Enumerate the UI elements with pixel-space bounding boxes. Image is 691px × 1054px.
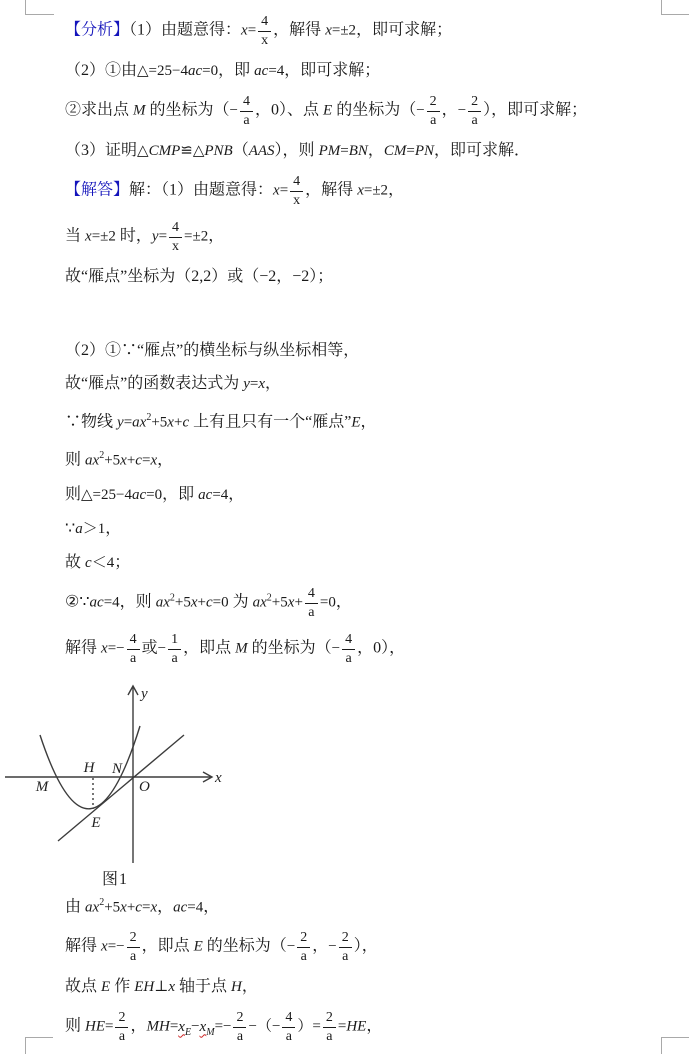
text-run: = [247,22,257,39]
text-run: ， [203,897,220,915]
text-run: ，0）， [357,639,406,657]
text-run: ，即可求解． [434,142,531,159]
text-run: （1）由题意得： [129,21,242,39]
text-run: △=25−4 [137,63,188,79]
text-run: H [231,978,242,995]
text-run: CMP [148,143,181,159]
text-run: x [273,182,280,199]
text-run: 的坐标为（ [145,101,230,119]
text-run: ，解得 [273,21,326,39]
text-run: ， [130,1017,147,1035]
text-run: ac [173,898,188,915]
text-run: MH [146,1018,170,1035]
text-run: x [287,594,295,611]
text-run: 则 [65,1017,86,1035]
answer-part2-line7 [65,552,640,574]
section-label: 【解答】 [65,181,130,199]
text-run: x [167,414,174,431]
text-run: HE [85,1018,106,1035]
text-run: x [85,228,92,245]
text-run: +5 [104,898,121,915]
answer-part2-line12 [65,976,640,998]
text-run: HE [346,1018,367,1035]
text-run: 为 [228,593,253,611]
fraction: $\frac{4}{x}$ [258,14,271,48]
fraction: $\frac{4}{a}$ [127,632,140,666]
text-run: ac [131,486,147,503]
text-run: ， [208,227,225,245]
fraction: $\frac{2}{a}$ [127,930,140,964]
text-run: M [133,102,146,119]
text-run: ， [367,142,384,159]
text-run: − [328,938,337,955]
text-run: +5 [174,594,191,611]
text-run: （2）①∵“雁点”的横坐标与纵坐标相等， [65,342,360,359]
text-run: x [258,376,266,392]
text-run: 上有且只有一个“雁点” [189,413,352,431]
text-run: ，即点 [141,937,194,955]
text-run: 则 [65,451,86,469]
text-run: = [337,1018,347,1035]
text-run: 故“雁点”的函数表达式为 [65,375,244,392]
text-run: 解得 [65,639,102,657]
text-run: 则 [65,485,82,503]
text-run: + [126,898,136,915]
text-run: y [151,228,159,245]
label-point-E: E [91,814,101,831]
label-point-H: H [83,759,95,776]
text-run: ； [114,553,131,571]
subscripted-variable: $x_E$ [178,1018,192,1038]
text-run: x [101,640,108,657]
text-run: 由 [65,897,86,915]
label-x-axis: x [215,769,222,786]
text-run: x [101,938,108,955]
answer-part2-line10 [65,892,640,918]
figure-1 [0,678,245,890]
text-run: 或 [141,639,158,657]
text-run: − [157,640,167,657]
text-run: = [105,1018,114,1035]
text-run: =4 [103,594,120,611]
crop-mark-top-left [25,0,54,15]
fraction: $\frac{4}{a}$ [240,94,253,128]
text-run: x [325,22,332,39]
solution-text-lower [65,892,640,1044]
text-run: c [85,554,92,571]
text-run: △ [137,143,149,159]
text-run: −（− [248,1018,281,1035]
text-run: ∵ [65,519,76,537]
text-run: BN [348,143,368,159]
text-run: ∵物线 [65,413,118,431]
text-run: 的坐标为（ [247,639,332,657]
text-run: AAS [248,143,275,159]
text-run: E [351,414,361,431]
fraction: $\frac{2}{a}$ [297,930,310,964]
crop-mark-bottom-right [661,1037,689,1054]
paragraph-gap [65,299,640,328]
text-run: =±2 [363,182,389,199]
text-run: ，解得 [305,181,358,199]
text-run: +5 [151,414,168,431]
superscript: 2 [169,592,175,603]
text-run: − [229,102,238,119]
text-run: PNB [204,143,233,159]
text-run: =±2 [184,228,209,245]
section-label: 【分析】 [65,21,130,39]
fraction: $\frac{4}{a}$ [282,1010,295,1044]
text-run: a [75,520,83,537]
text-run: =±2 [331,22,357,39]
text-run: = [158,228,168,245]
text-run: E [193,938,203,955]
text-run: + [126,452,136,469]
answer-part2-line2 [65,373,640,395]
text-run: 作 [110,977,135,995]
text-run: （ [232,142,249,159]
text-run: ②∵ [65,593,90,611]
text-run: ax [85,898,100,915]
answer-part2-line13 [65,1010,640,1044]
text-run: =− [214,1018,232,1035]
answer-part1-line1 [65,174,640,208]
fraction: $\frac{2}{a}$ [115,1010,128,1044]
superscript: 2 [146,412,152,423]
text-run: x [120,452,127,469]
text-run: 轴于点 [174,977,231,995]
text-run: 解得 [65,937,102,955]
figure-caption: 图1 [101,870,128,888]
tangent-line [58,735,184,841]
text-run: =±2 [91,228,116,245]
text-run: （2）①由 [65,62,138,79]
answer-part2-line3 [65,407,640,433]
text-run: PM [318,143,341,159]
text-run: y [243,376,250,392]
fraction: $\frac{4}{x}$ [290,174,303,208]
text-run: 故“雁点”坐标为（2,2）或（−2，−2）； [65,268,334,285]
text-run: ，即可求解； [356,21,453,39]
text-run: − [457,102,467,119]
text-run: 故点 [65,977,102,995]
text-run: △ [192,143,205,159]
label-point-M: M [35,778,49,795]
crop-mark-bottom-left [25,1037,53,1054]
text-run: 时， [115,227,152,245]
text-run: y [117,414,124,431]
text-run: ，则 [119,593,156,611]
text-run: = [406,143,415,159]
fraction: $\frac{4}{a}$ [305,586,318,620]
label-point-N: N [111,760,123,777]
text-run: =− [107,938,125,955]
text-run: x [150,452,158,469]
text-run: = [169,1018,179,1035]
fraction: $\frac{4}{a}$ [342,632,355,666]
text-run: = [249,376,259,392]
figure-1-graph [0,678,245,863]
text-run: ， [265,375,282,392]
text-run: ＞1 [82,520,106,537]
text-run: ，0）、点 [255,101,324,119]
text-run: ＜4 [91,554,115,571]
text-run: x [357,182,364,199]
text-run: + [294,594,303,611]
text-run: ax [155,594,170,611]
text-run: c [205,594,213,611]
fraction: $\frac{1}{a}$ [168,632,181,666]
text-run: x [190,594,198,611]
text-run: x [168,978,175,995]
analysis-step-2b [65,94,640,128]
answer-part2-line5 [65,484,640,506]
text-run: ax [252,594,267,611]
text-run: ）， [353,937,378,955]
text-run: ， [157,897,174,915]
text-run: EH [134,978,155,995]
text-run: ， [441,101,458,119]
text-run: ， [105,519,122,537]
text-run: =0 [212,594,229,611]
answer-part2-line9 [65,632,640,666]
label-origin-O: O [139,778,150,795]
fraction: $\frac{2}{a}$ [233,1010,246,1044]
text-run: c [135,452,142,469]
text-run: 的坐标为（ [332,101,417,119]
text-run: 当 [65,227,86,245]
subscripted-variable: $x_M$ [199,1018,215,1038]
text-run: c [135,898,142,915]
answer-part1-line3 [65,266,640,287]
text-run: ， [366,1017,383,1035]
analysis-step-2a [65,60,640,82]
fraction: $\frac{2}{a}$ [427,94,440,128]
text-run: ， [312,937,329,955]
text-run: + [197,594,206,611]
analysis-step-3 [65,140,640,162]
answer-part2-line6 [65,518,640,540]
text-run: x [241,22,248,39]
text-run: ax [132,414,147,431]
text-run: − [286,938,296,955]
answer-part2-line11 [65,930,640,964]
text-run: ， [360,413,377,431]
text-run: =4 [268,63,285,79]
text-run: − [331,640,341,657]
text-run: E [101,978,111,995]
text-run: = [141,452,151,469]
text-run: =0 [319,594,336,611]
text-run: − [416,102,425,119]
answer-part1-line2 [65,220,640,254]
text-run: ， [157,451,174,469]
fraction: $\frac{2}{a}$ [339,930,352,964]
text-run: − [191,1018,200,1035]
text-run: = [279,182,289,199]
superscript: 2 [266,592,272,603]
text-run: =4 [212,486,229,503]
text-run: △=25−4 [81,486,132,503]
answer-part2-line1 [65,340,640,361]
label-y-axis: y [141,685,148,702]
text-run: = [340,143,349,159]
text-run: = [123,414,133,431]
text-run: +5 [271,594,288,611]
text-run: ， [388,181,405,199]
text-run: ，即 [218,62,255,79]
text-run: x [150,898,158,915]
text-run: 的坐标为（ [202,937,287,955]
text-run: ），即可求解； [483,101,588,119]
text-run: ，即可求解； [284,62,381,79]
text-run: +5 [104,452,121,469]
text-run: ，即点 [183,639,236,657]
text-run: ，即 [162,485,199,503]
text-run: CM [383,143,407,159]
superscript: 2 [99,450,105,462]
text-run: ②求出点 [65,101,134,119]
text-run: = [141,898,151,915]
text-run: ），则 [274,142,319,159]
text-run: M [235,640,248,657]
text-run: 解：（1）由题意得： [129,181,274,199]
fraction: $\frac{2}{a}$ [323,1010,336,1044]
analysis-step-1 [65,14,640,48]
text-run: =0 [202,63,219,79]
text-run: （3）证明 [65,142,138,159]
text-run: ）= [297,1018,321,1035]
text-run: + [173,414,183,431]
text-run: x [120,898,127,915]
fraction: $\frac{4}{x}$ [169,220,182,254]
text-run: ax [85,452,100,469]
text-run: ac [89,594,104,611]
crop-mark-top-right [661,0,689,15]
text-run: ac [254,63,269,79]
text-run: 故 [65,553,86,571]
text-run: ac [187,63,203,79]
text-run: ， [241,977,258,995]
text-run: ， [228,485,245,503]
text-run: c [182,414,190,431]
text-run: ac [198,486,213,503]
solution-text-upper [65,0,640,666]
text-run: =− [107,640,125,657]
text-run: E [323,102,333,119]
text-run: ⊥ [154,978,169,995]
fraction: $\frac{2}{a}$ [468,94,481,128]
text-run: ≌ [180,143,193,159]
answer-part2-line4 [65,445,640,471]
superscript: 2 [99,896,105,908]
text-run: =0 [146,486,163,503]
answer-part2-line8 [65,586,640,620]
text-run: ， [335,593,352,611]
text-run: =4 [187,898,204,915]
text-run: PN [414,143,435,159]
